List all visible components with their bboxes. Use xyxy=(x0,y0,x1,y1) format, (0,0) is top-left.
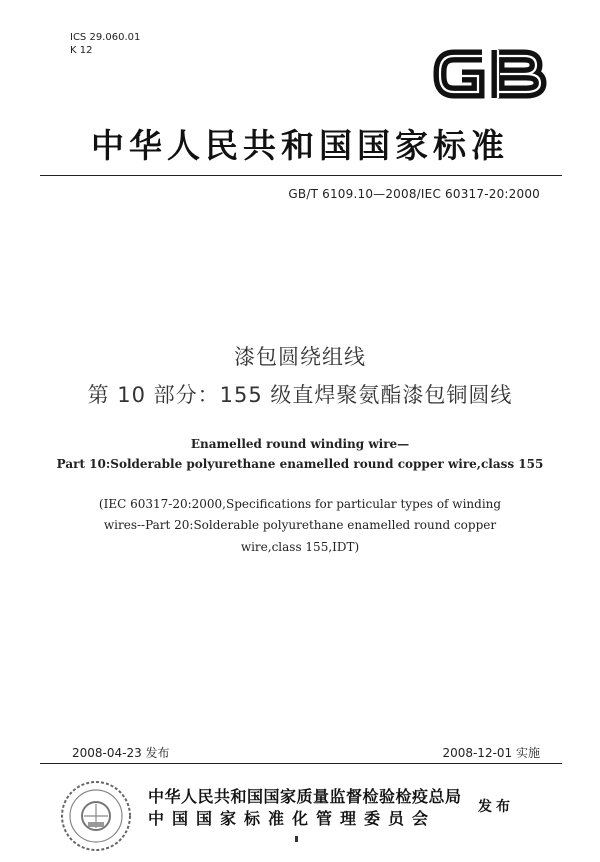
seal-icon xyxy=(58,778,134,854)
implementation-date: 2008-12-01 实施 xyxy=(442,746,540,760)
gb-logo xyxy=(430,42,548,106)
bottom-divider xyxy=(40,763,562,764)
top-divider xyxy=(40,175,562,176)
standard-title: 中华人民共和国国家标准 xyxy=(91,126,509,165)
issuer-aqsiq: 中华人民共和国国家质量监督检验检疫总局 xyxy=(148,787,462,806)
english-title-line1: Enamelled round winding wire— xyxy=(190,437,410,451)
standard-number: GB/T 6109.10—2008/IEC 60317-20:2000 xyxy=(288,187,540,201)
equivalence-line1: (IEC 60317-20:2000,Specifications for particular types of winding xyxy=(98,497,502,511)
classification-code: K 12 xyxy=(70,45,93,56)
chinese-title-line2: 第 10 部分：155 级直焊聚氨酯漆包铜圆线 xyxy=(87,383,513,407)
english-title-line2: Part 10:Solderable polyurethane enamelled round copper wire,class 155 xyxy=(56,457,544,471)
ics-code: ICS 29.060.01 xyxy=(70,32,141,43)
issue-date: 2008-04-23 发布 xyxy=(72,746,170,760)
equivalence-line3: wire,class 155,IDT) xyxy=(240,540,360,554)
equivalence-line2: wires--Part 20:Solderable polyurethane enamelled round copper xyxy=(103,518,497,532)
chinese-title-line1: 漆包圆绕组线 xyxy=(234,345,366,369)
publish-label: 发布 xyxy=(478,799,514,815)
issuer-sac: 中国国家标准化管理委员会 xyxy=(148,809,437,828)
page-marker xyxy=(295,836,298,842)
